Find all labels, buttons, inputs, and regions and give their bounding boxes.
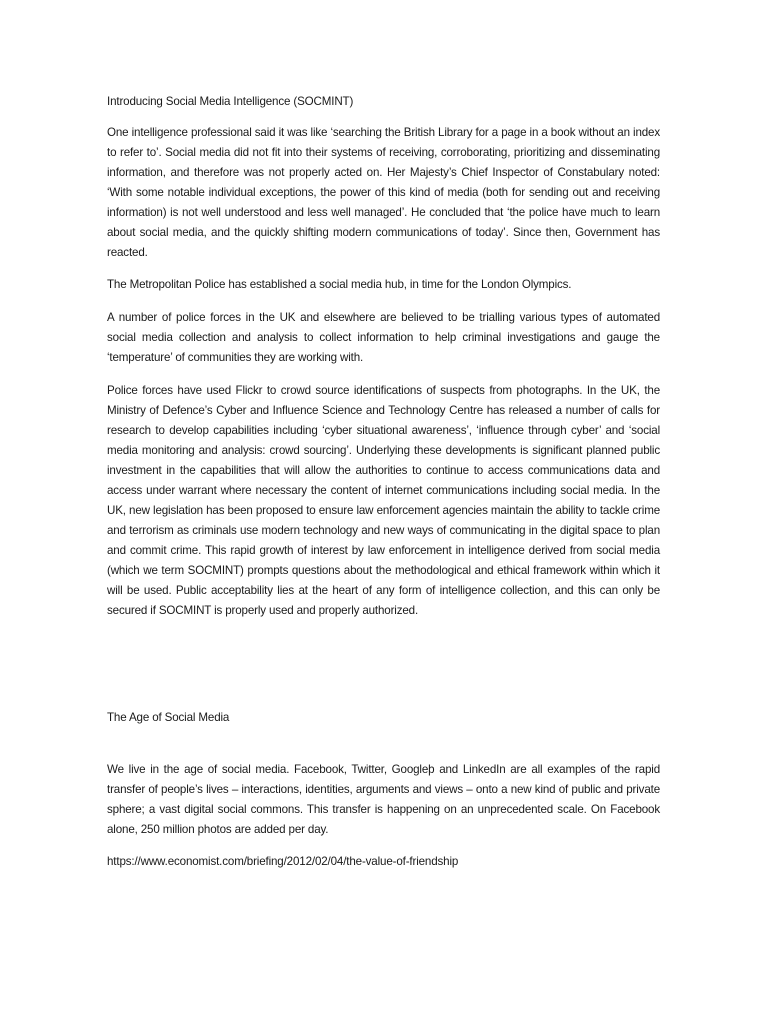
paragraph-intelligence-professional: One intelligence professional said it was like ‘searching the British Library for a page in a book without an index to refer to’. Social media did not fit into their systems of receiving, corroborating, prioritizing and disseminating information, and therefore was not properly acted on. Her Majesty’s Chief Inspector of Constabulary noted: ‘With some notable individual exceptions, the power of this kind of media (both for sending out and receiving information) is not well understood and less well managed’. He concluded that ‘the police have much to learn about social media, and the quickly shifting modern communications of today’. Since then, Government has reacted. (107, 126, 660, 259)
section-heading-socmint: Introducing Social Media Intelligence (SOCMINT) (107, 95, 354, 108)
section-heading-age-of-social-media: The Age of Social Media (107, 711, 230, 724)
paragraph-flickr-crowd-source: Police forces have used Flickr to crowd source identifications of suspects from photographs. In the UK, the Ministry of Defence’s Cyber and Influence Science and Technology Centre has released a number of calls for research to develop capabilities including ‘cyber situational awareness’, ‘influence through cyber’ and ‘social media monitoring and analysis: crowd sourcing’. Underlying these developments is significant planned public investment in the capabilities that will allow the authorities to continue to access communications data and access under warrant where necessary the content of internet communications including social media. In the UK, new legislation has been proposed to ensure law enforcement agencies maintain the ability to tackle crime and terrorism as criminals use modern technology and new ways of communicating in the digital space to plan and commit crime. This rapid growth of interest by law enforcement in intelligence derived from social media (which we term SOCMINT) prompts questions about the methodological and ethical framework within which it will be used. Public acceptability lies at the heart of any form of intelligence collection, and this can only be secured if SOCMINT is properly used and properly authorized. (107, 384, 660, 617)
paragraph-metropolitan-police: The Metropolitan Police has established a social media hub, in time for the London Olympics. (107, 278, 572, 291)
paragraph-police-forces-trialling: A number of police forces in the UK and elsewhere are believed to be trialling various types of automated social media collection and analysis to collect information to help criminal investigations and gauge the ‘temperature’ of communities they are working with. (107, 311, 660, 364)
source-link[interactable]: https://www.economist.com/briefing/2012/02/04/the-value-of-friendship (107, 855, 459, 868)
paragraph-age-of-social-media: We live in the age of social media. Facebook, Twitter, Googleþ and LinkedIn are all examples of the rapid transfer of people’s lives – interactions, identities, arguments and views – onto a new kind of public and private sphere; a vast digital social commons. This transfer is happening on an unprecedented scale. On Facebook alone, 250 million photos are added per day. (107, 763, 660, 836)
